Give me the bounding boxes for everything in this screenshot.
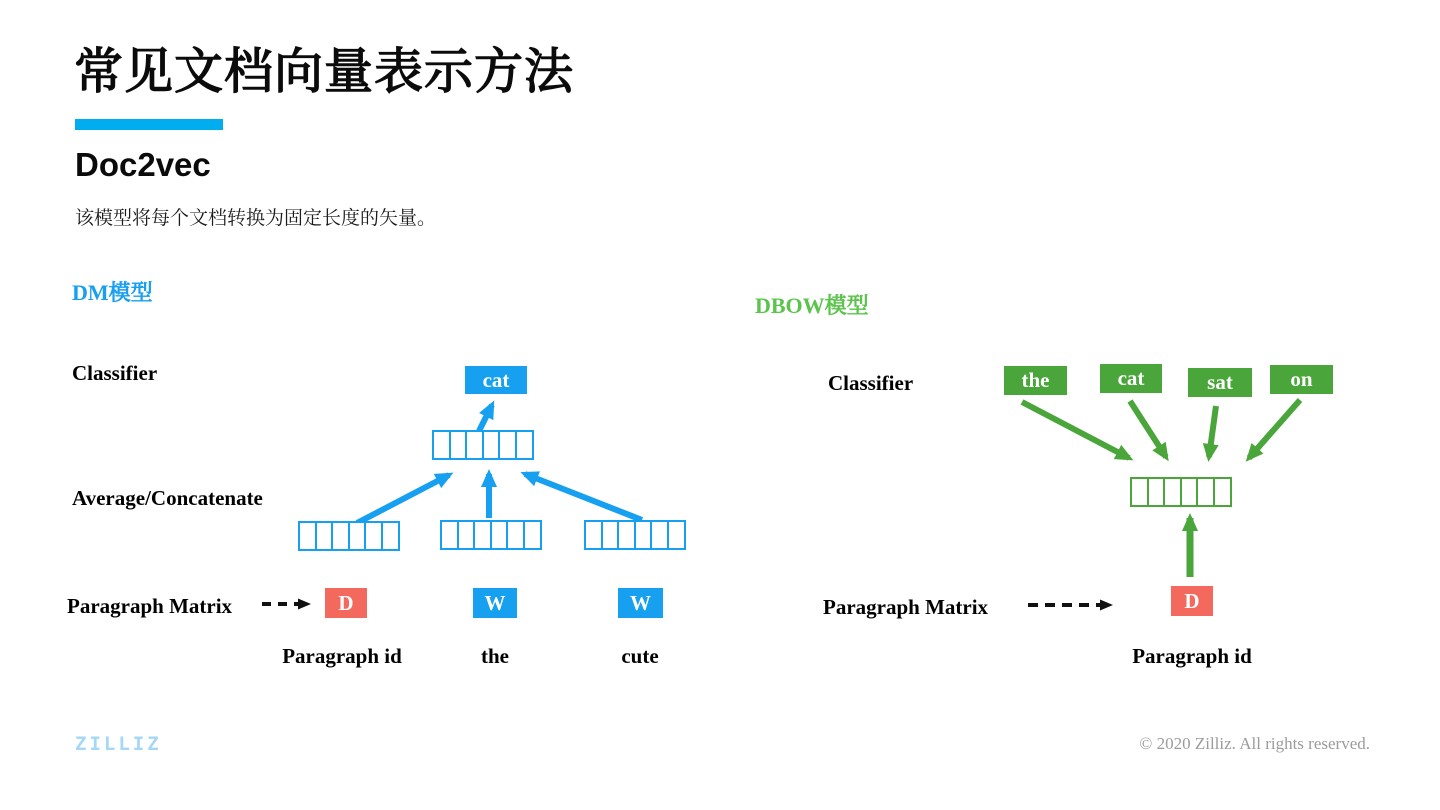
dm-d-box: D bbox=[325, 588, 367, 618]
dm-output-word-box: cat bbox=[465, 366, 527, 394]
dm-input-vector-3 bbox=[584, 520, 686, 550]
dbow-word-box-the: the bbox=[1004, 366, 1067, 395]
dm-w-box-2: W bbox=[618, 588, 663, 618]
dbow-classifier-label: Classifier bbox=[828, 371, 914, 395]
dm-word1-label: the bbox=[481, 644, 509, 668]
dm-input-vector-1 bbox=[298, 521, 400, 551]
vector-cell bbox=[667, 520, 686, 550]
zilliz-logo: ZILLIZ bbox=[75, 733, 162, 755]
dm-input-vector-2 bbox=[440, 520, 542, 550]
dbow-word-box-sat: sat bbox=[1188, 368, 1252, 397]
vector-cell bbox=[1213, 477, 1232, 507]
title-underline bbox=[75, 119, 223, 130]
vector-cell bbox=[381, 521, 400, 551]
dm-average-label: Average/Concatenate bbox=[72, 486, 263, 510]
dbow-paragraph-matrix-label: Paragraph Matrix bbox=[823, 595, 989, 619]
subtitle-doc2vec: Doc2vec bbox=[75, 146, 211, 183]
copyright-text: © 2020 Zilliz. All rights reserved. bbox=[1139, 734, 1370, 753]
dbow-word-box-on: on bbox=[1270, 365, 1333, 394]
dbow-d-box: D bbox=[1171, 586, 1213, 616]
dm-classifier-label: Classifier bbox=[72, 361, 158, 385]
dm-word2-label: cute bbox=[621, 644, 659, 668]
dbow-model-label: DBOW模型 bbox=[755, 293, 869, 318]
page-title: 常见文档向量表示方法 bbox=[74, 45, 575, 99]
dm-hidden-vector bbox=[432, 430, 534, 460]
dm-model-label: DM模型 bbox=[72, 280, 153, 305]
dbow-vector bbox=[1130, 477, 1232, 507]
dm-paragraph-matrix-label: Paragraph Matrix bbox=[67, 594, 233, 618]
vector-cell bbox=[523, 520, 542, 550]
dbow-word-box-cat: cat bbox=[1100, 364, 1162, 393]
dbow-paragraph-id-label: Paragraph id bbox=[1132, 644, 1252, 668]
description-text: 该模型将每个文档转换为固定长度的矢量。 bbox=[75, 208, 437, 229]
dm-paragraph-id-label: Paragraph id bbox=[282, 644, 402, 668]
vector-cell bbox=[515, 430, 534, 460]
dm-w-box-1: W bbox=[473, 588, 517, 618]
